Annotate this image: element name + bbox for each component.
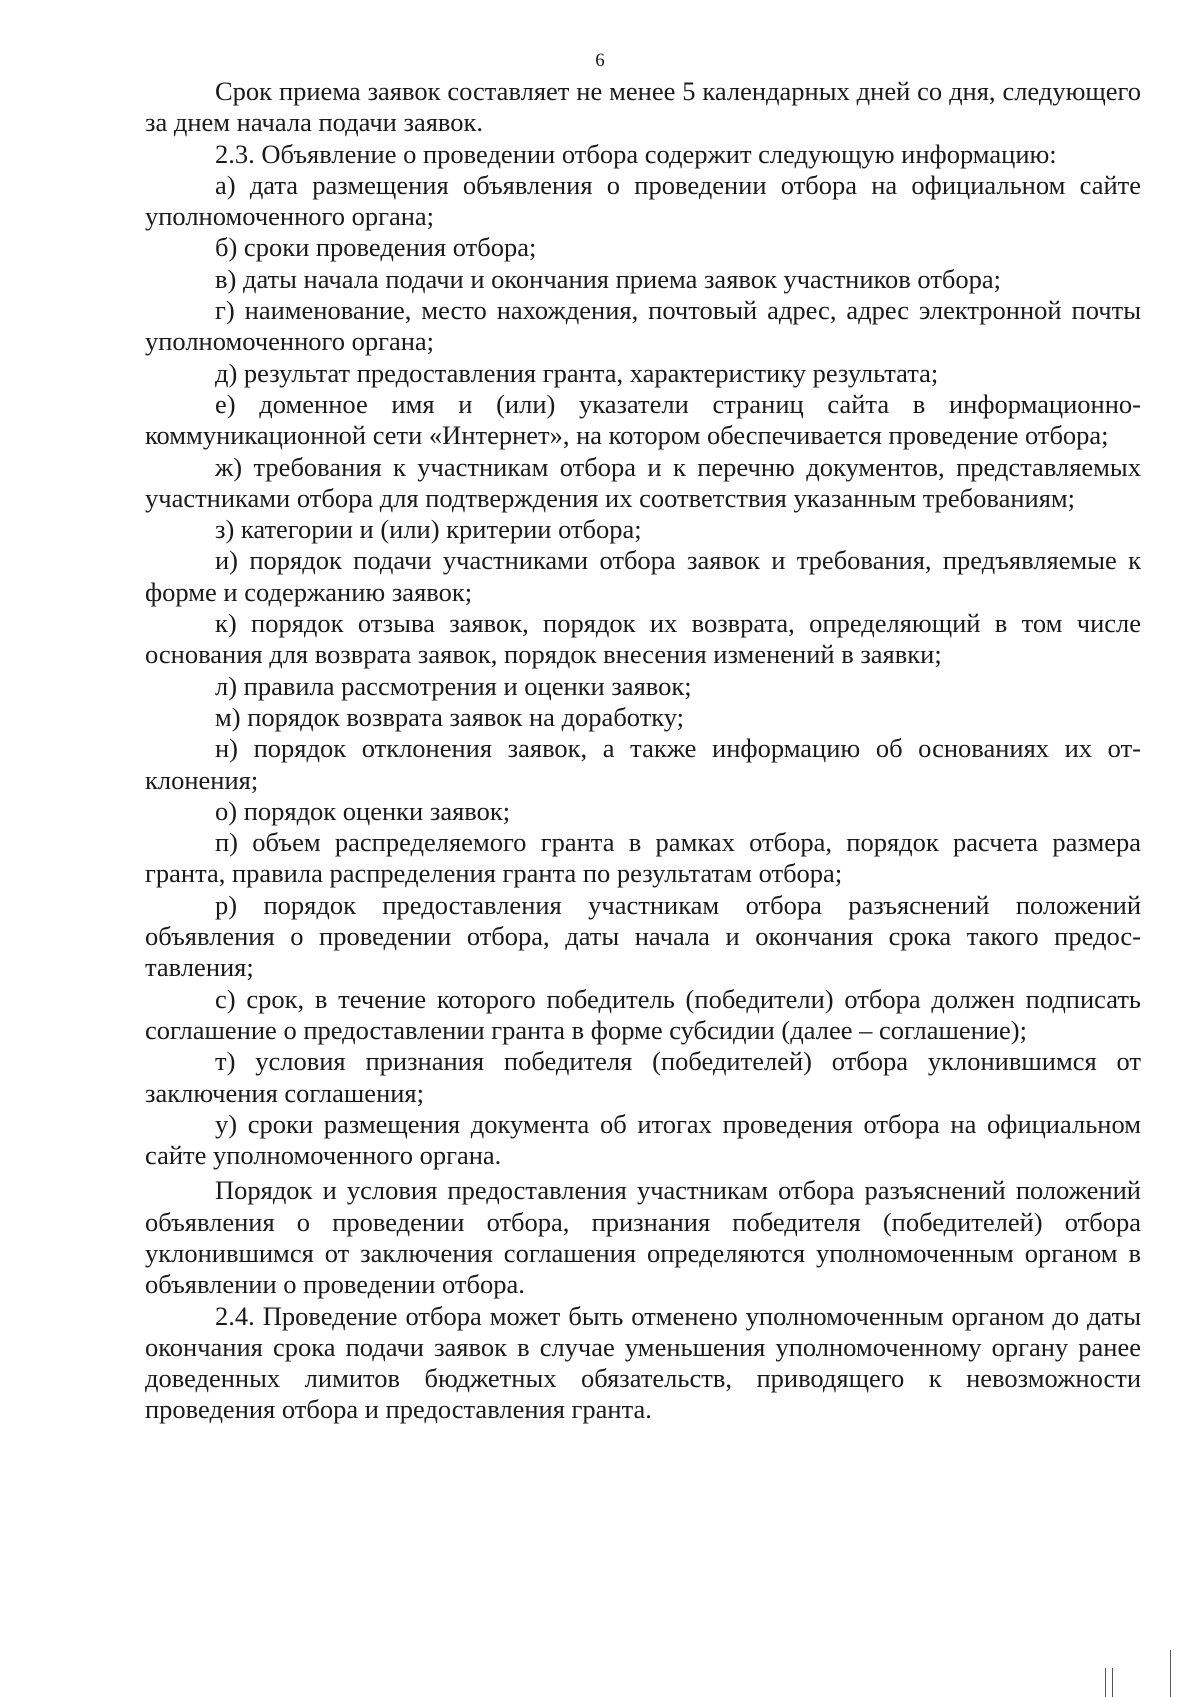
- scan-edge-mark: [1170, 1650, 1171, 1697]
- paragraph: к) порядок отзыва заявок, порядок их возврата, определяющий в том числе основания для возврата заявок, порядок внесения изменений в заявки;: [145, 608, 1141, 670]
- paragraph: л) правила рассмотрения и оценки заявок;: [215, 670, 692, 701]
- paragraph: а) дата размещения объявления о проведении отбора на официальном сайте уполномоченного органа;: [145, 169, 1141, 232]
- paragraph: е) доменное имя и (или) указатели страниц сайта в информационно-коммуникационной сети «Интернет», на котором обеспечивается проведение отбора;: [145, 388, 1141, 451]
- page-number: 6: [595, 50, 605, 71]
- paragraph: 2.3. Объявление о проведении отбора содержит следующую информацию:: [215, 138, 1057, 169]
- paragraph: Срок приема заявок составляет не менее 5 календарных дней со дня, следующего за днем начала подачи заявок.: [145, 76, 1141, 138]
- paragraph: у) сроки размещения документа об итогах проведения отбора на официальном сайте уполномоченного органа.: [145, 1108, 1141, 1171]
- paragraph: и) порядок подачи участниками отбора заявок и требования, предъявляемые к форме и содержанию заявок;: [145, 545, 1141, 607]
- paragraph: н) порядок отклонения заявок, а также информацию об основаниях их отклонения;: [145, 733, 1141, 795]
- paragraph: 2.4. Проведение отбора может быть отменено уполномоченным органом до даты окончания срока подачи заявок в случае уменьшения уполномоченному органу ранее доведенных лимитов бюджетных обязательств, приводящего к невозможности проведения отбора и предоставления гранта.: [145, 1300, 1141, 1425]
- paragraph: п) объем распределяемого гранта в рамках отбора, порядок расчета размера гранта, правила распределения гранта по результатам отбора;: [145, 827, 1141, 889]
- paragraph: г) наименование, место нахождения, почтовый адрес, адрес электронной почты уполномоченного органа;: [145, 295, 1141, 357]
- paragraph: м) порядок возврата заявок на доработку;: [215, 701, 685, 732]
- paragraph: р) порядок предоставления участникам отбора разъяснений положений объявления о проведении отбора, даты начала и окончания срока такого предоставления;: [145, 889, 1141, 983]
- scan-edge-mark: [1105, 1668, 1106, 1697]
- paragraph: д) результат предоставления гранта, характеристику результата;: [215, 357, 939, 388]
- paragraph: ж) требования к участникам отбора и к перечню документов, представляемых участниками отбора для подтверждения их соответствия указанным требованиям;: [145, 451, 1141, 513]
- paragraph: б) сроки проведения отбора;: [215, 232, 537, 263]
- paragraph: с) срок, в течение которого победитель (победители) отбора должен подписать соглашение о предоставлении гранта в форме субсидии (далее – соглашение);: [145, 983, 1141, 1045]
- paragraph: в) даты начала подачи и окончания приема заявок участников отбора;: [215, 263, 1002, 294]
- paragraph: з) категории и (или) критерии отбора;: [215, 514, 642, 545]
- document-body: [145, 76, 1141, 1426]
- scan-edge-mark: [1112, 1668, 1113, 1697]
- paragraph: о) порядок оценки заявок;: [215, 795, 511, 826]
- paragraph: т) условия признания победителя (победителей) отбора уклонившимся от заключения соглашения;: [145, 1046, 1141, 1108]
- paragraph: Порядок и условия предоставления участникам отбора разъяснений положений объявления о проведении отбора, признания победителя (победителей) отбора уклонившимся от заключения соглашения определяются уполномоченным органом в объявлении о проведении отбора.: [145, 1175, 1141, 1300]
